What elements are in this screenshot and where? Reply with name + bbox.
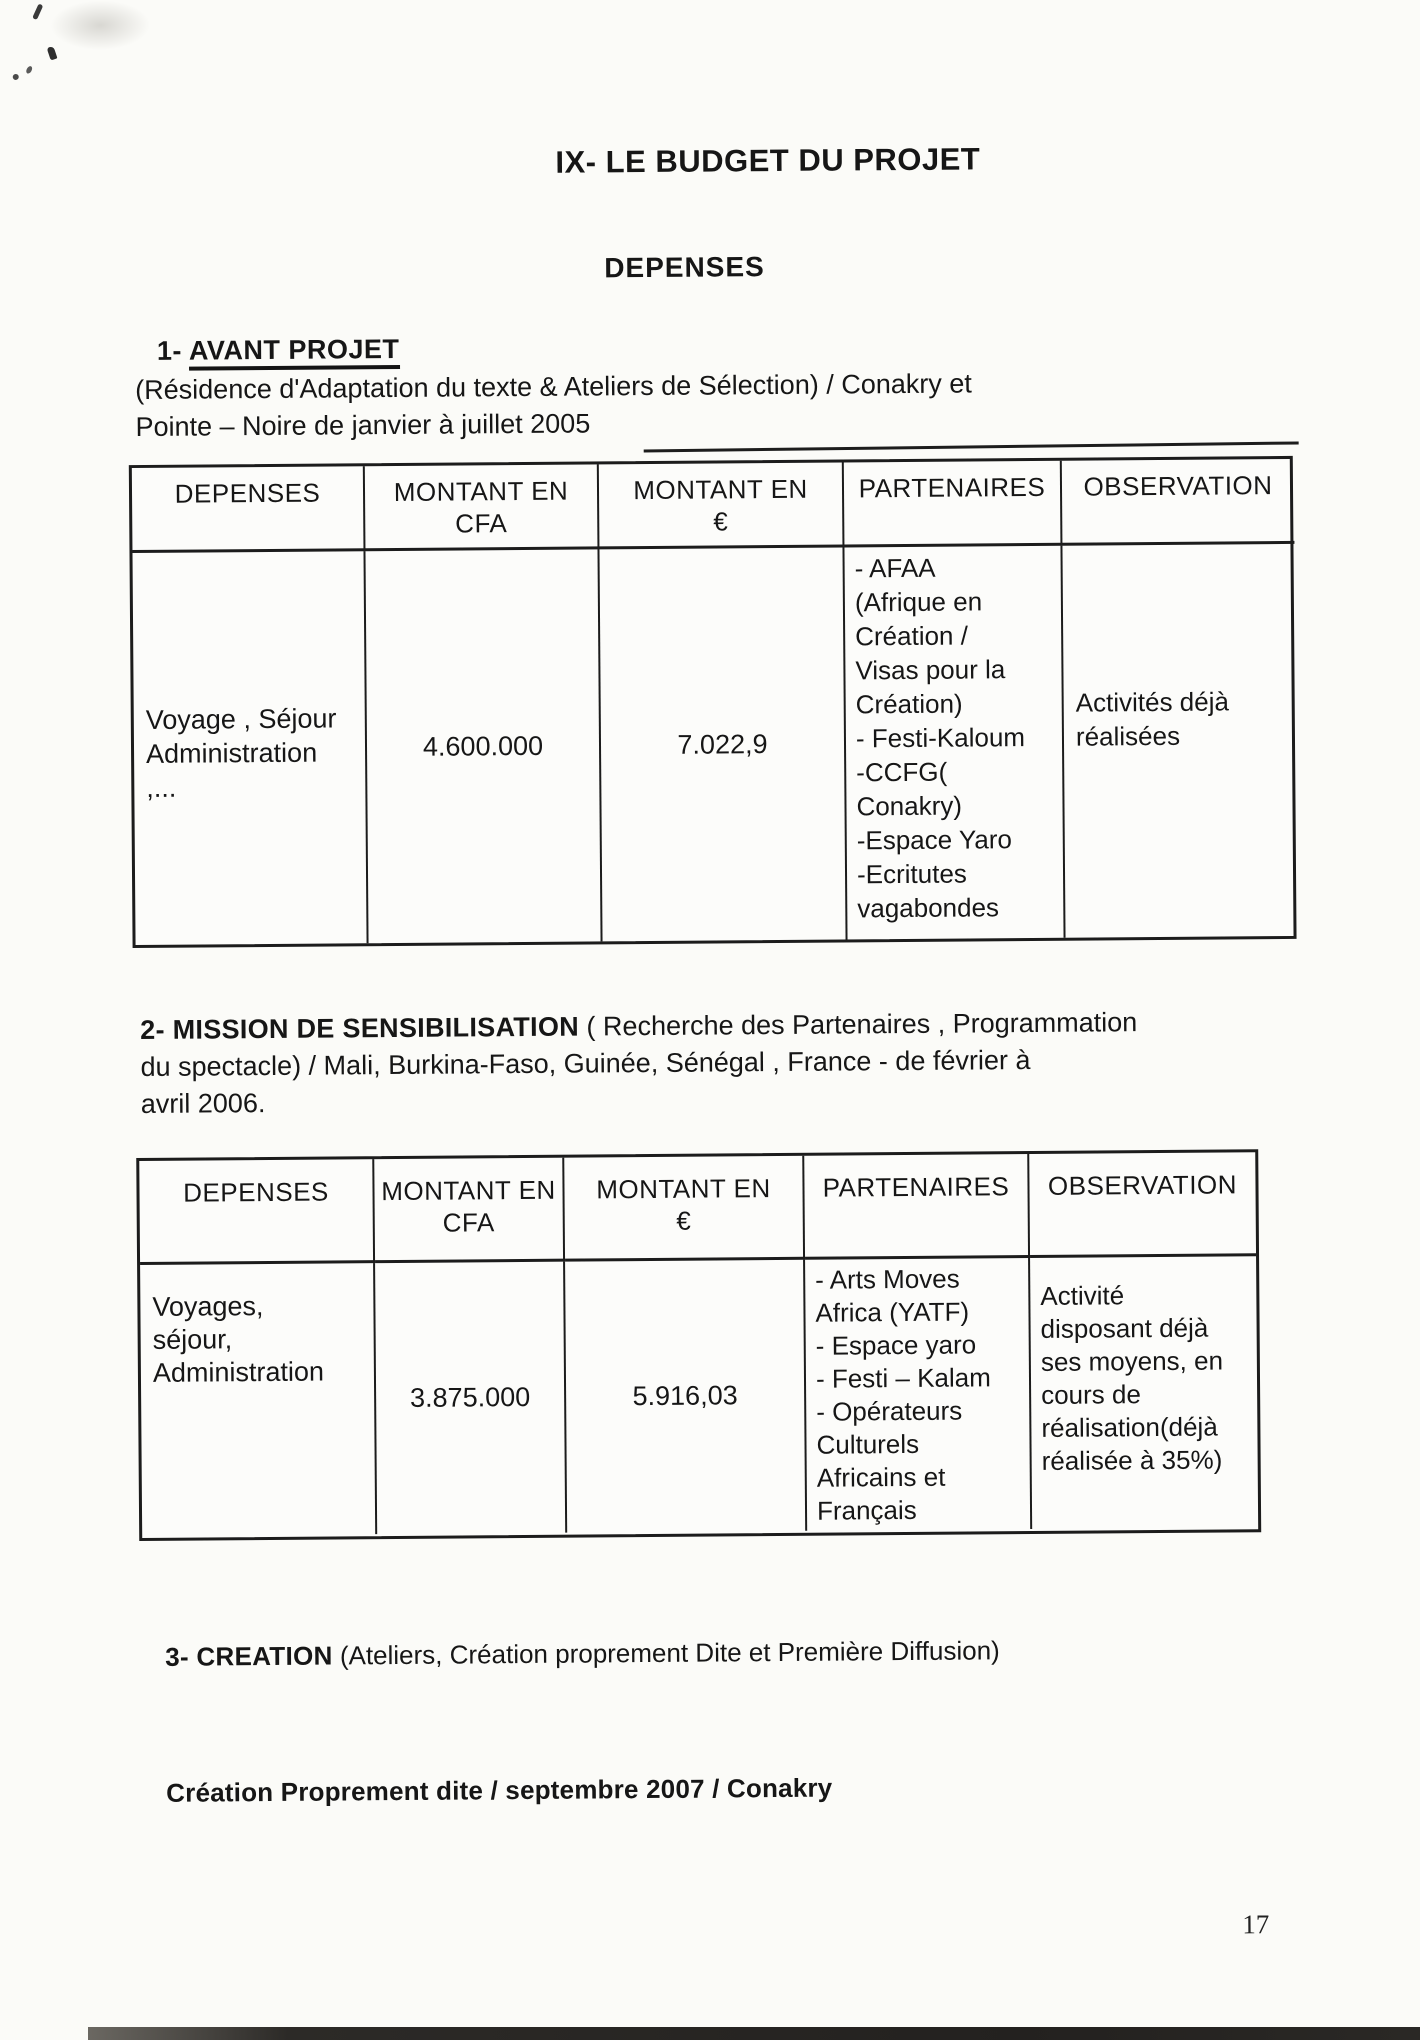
section-3-heading (165, 1635, 1000, 1673)
column-header-montant-eur: MONTANT EN € (599, 462, 845, 549)
document-subtitle: DEPENSES (604, 251, 765, 284)
table-header-row (139, 1152, 1256, 1265)
cell-partenaires: - AFAA (Afrique en Création / Visas pour la Création) - Festi-Kaloum -CCFG( Conakry) -Espace Yaro -Ecritutes vagabondes (844, 546, 1065, 940)
cell-partenaires: - Arts Moves Africa (YATF) - Espace yaro - Festi – Kalam - Opérateurs Culturels Africains et Français (805, 1258, 1032, 1531)
cell-depenses: Voyage , Séjour Administration ,... (132, 551, 368, 945)
section-3-title: CREATION (196, 1640, 333, 1672)
section-1-heading (157, 334, 400, 367)
document-title: IX- LE BUDGET DU PROJET (555, 141, 981, 180)
column-header-montant-cfa: MONTANT EN CFA (374, 1158, 565, 1263)
column-header-depenses: DEPENSES (139, 1159, 375, 1265)
table-header-row (132, 459, 1291, 553)
column-header-depenses: DEPENSES (132, 466, 366, 553)
cell-observation: Activités déjà réalisées (1075, 686, 1229, 752)
column-header-observation: OBSERVATION (1062, 459, 1295, 546)
budget-table-avant-projet (129, 456, 1297, 948)
section-3-description: (Ateliers, Création proprement Dite et Première Diffusion) (332, 1635, 1000, 1671)
cell-montant-cfa: 4.600.000 (365, 549, 602, 943)
pen-mark (32, 3, 43, 20)
cell-observation: Activité disposant déjà ses moyens, en cours de réalisation(déjà réalisée à 35%) (1040, 1280, 1224, 1476)
pen-mark (13, 74, 19, 80)
column-header-observation: OBSERVATION (1029, 1152, 1256, 1258)
scan-artifact-line (644, 441, 1299, 452)
section-2-description: ( Recherche des Partenaires , Programmation du spectacle) / Mali, Burkina-Faso, Guinée, Sénégal , France - de février à avril 2006. (140, 1007, 1138, 1119)
cell-depenses: Voyages, séjour, Administration (140, 1263, 377, 1536)
section-1-number: 1- (156, 335, 190, 366)
table-row (140, 1256, 1258, 1536)
creation-note: Création Proprement dite / septembre 2007 / Conakry (166, 1772, 833, 1808)
cell-montant-cfa: 3.875.000 (375, 1262, 567, 1534)
pen-mark (25, 65, 33, 74)
scan-artifact-bottom (88, 2027, 1420, 2040)
cell-montant-eur: 5.916,03 (565, 1260, 807, 1533)
section-1-title: AVANT PROJET (189, 334, 400, 371)
section-1-description: (Résidence d'Adaptation du texte & Ateliers de Sélection) / Conakry et Pointe – Noire de janvier à juillet 2005 (135, 368, 972, 443)
scan-smudge (50, 0, 150, 51)
budget-table-mission-sensibilisation (136, 1149, 1261, 1541)
column-header-partenaires: PARTENAIRES (804, 1154, 1030, 1260)
table-row (132, 544, 1293, 945)
section-2-number: 2- (140, 1014, 173, 1045)
column-header-montant-eur: MONTANT EN € (564, 1156, 805, 1262)
page-number: 17 (1242, 1909, 1270, 1940)
section-3-number: 3- (165, 1641, 197, 1672)
cell-montant-eur: 7.022,9 (599, 547, 847, 941)
column-header-montant-cfa: MONTANT EN CFA (365, 464, 600, 551)
column-header-partenaires: PARTENAIRES (844, 461, 1063, 548)
section-2-heading (140, 1004, 1138, 1123)
section-2-title: MISSION DE SENSIBILISATION (172, 1011, 580, 1045)
